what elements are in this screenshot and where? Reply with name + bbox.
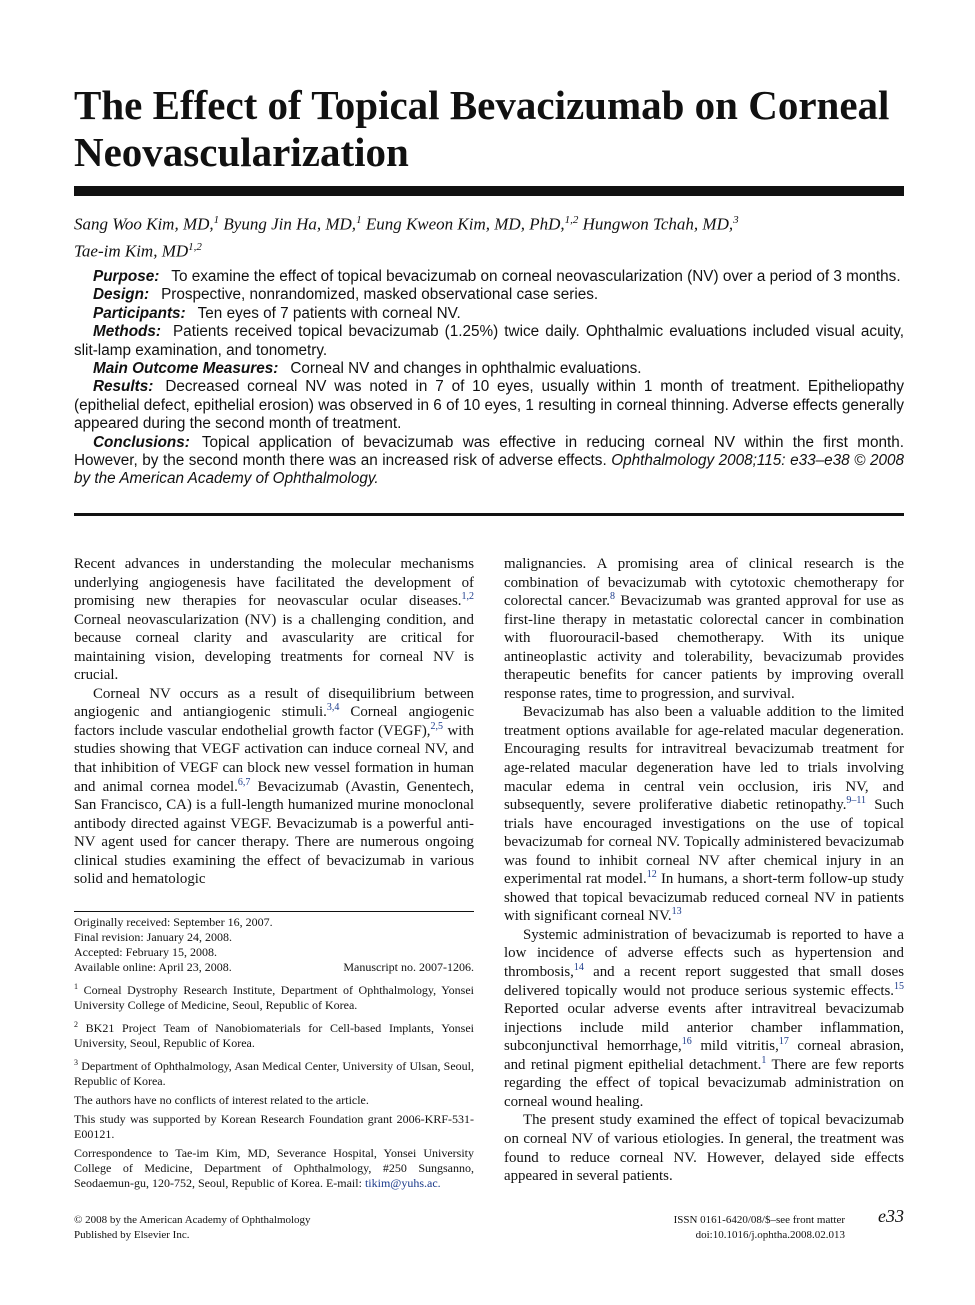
reference-link[interactable]: 9–11 <box>846 795 867 807</box>
funding-statement: This study was supported by Korean Research Foundation grant 2006-KRF-531-E00121. <box>74 1112 474 1141</box>
copyright: © 2008 by the American Academy of Ophthalmology <box>74 1214 311 1226</box>
affiliation-marker: 1 <box>356 214 362 226</box>
author-name: Eung Kweon Kim, MD, PhD, <box>365 214 565 234</box>
abstract-label: Results: <box>93 378 154 396</box>
author-name: Byung Jin Ha, MD, <box>223 214 357 234</box>
page-number: e33 <box>878 1206 904 1226</box>
author-name: Sang Woo Kim, MD, <box>74 214 214 234</box>
accepted-date: Accepted: February 15, 2008. <box>74 945 217 959</box>
reference-link[interactable]: 17 <box>778 1036 789 1048</box>
abstract-outcome <box>74 360 904 378</box>
abstract-text: Prospective, nonrandomized, masked observational case series. <box>161 286 599 304</box>
abstract-design <box>74 286 904 304</box>
revision-date: Final revision: January 24, 2008. <box>74 930 232 944</box>
reference-link[interactable]: 12 <box>646 869 657 881</box>
body-paragraph: Bevacizumab has also been a valuable addition to the limited treatment options available for age-related macular degeneration. Encouraging results for intravitreal bevacizumab treatment for age-related macular degeneration have led to trials involving macular edema in central vein occlusion, iris NV, and subsequently, severe proliferative diabetic retinopathy.$^{9-11}$ Such trials have encouraged investigations on the use of topical bevacizumab for corneal NV. Topically administered bevacizumab was found to inhibit corneal NV after chemical injury in an experimental rat model.$^{12}$ In humans, a short-term follow-up study showed that topical bevacizumab reduced corneal NV in patients with significant corneal NV.$^{13}$ <box>504 704 904 925</box>
body-paragraph: Systemic administration of bevacizumab is reported to have a low incidence of adverse effects such as hypertension and thrombosis,$^{14}$ and a recent report suggested that small doses delivered topically would not produce serious systemic effects.$^{15}$ Reported ocular adverse events after intravitreal bevacizumab injections include mild anterior chamber inflammation, subconjunctival hemorrhage,$^{16}$ mild vitritis,$^{17}$ corneal abrasion, and retinal pigment epithelial detachment.$^1$ There are few reports regarding the effect of topical bevacizumab administration on corneal wound healing. <box>504 926 905 1110</box>
affiliation-marker: 1 <box>213 214 220 226</box>
abstract-results <box>74 378 904 433</box>
abstract-label: Main Outcome Measures: <box>93 360 279 378</box>
reference-link[interactable]: 8 <box>609 591 615 603</box>
author-list <box>74 209 904 262</box>
conflict-statement: The authors have no conflicts of interest related to the article. <box>74 1093 369 1107</box>
abstract-label: Design: <box>93 286 150 304</box>
abstract-text: Patients received topical bevacizumab (1.25%) twice daily. Ophthalmic evaluations included visual acuity, slit-lamp examination, and tonometry. <box>74 323 904 359</box>
body-paragraph: Recent advances in understanding the molecular mechanisms underlying angiogenesis have facilitated the development of promising new therapies for neovascular ocular diseases.$^{1,2}$ Corneal neovascularization (NV) is a challenging condition, and because corneal clarity and avascularity are critical for maintaining vision, developing treatments for corneal NV is crucial. <box>74 556 474 684</box>
abstract-text: To examine the effect of topical bevacizumab on corneal neovascularization (NV) over a period of 3 months. <box>171 268 901 285</box>
abstract-participants <box>74 305 904 323</box>
body-paragraph: malignancies. A promising area of clinical research is the combination of bevacizumab with cytotoxic chemotherapy for colorectal cancer.$^8$ Bevacizumab was granted approval for use as first-line therapy in metastatic colorectal cancer in combination with fluorouracil-based chemotherapy. With its unique antineoplastic activity and tolerability, bevacizumab provides therapeutic benefits for cancer patients by improving overall response rates, time to progression, and survival. <box>504 556 904 702</box>
reference-link[interactable]: 15 <box>894 980 904 992</box>
abstract-text: Corneal NV and changes in ophthalmic evaluations. <box>290 360 642 378</box>
abstract-label: Conclusions: <box>93 433 190 451</box>
article-title: The Effect of Topical Bevacizumab on Corneal Neovascularization <box>74 82 890 175</box>
reference-link[interactable]: 16 <box>681 1036 692 1048</box>
affiliation-marker: 3 <box>733 214 739 226</box>
title-rule <box>74 186 904 196</box>
body-paragraph: The present study examined the effect of topical bevacizumab on corneal NV of various etiologies. In general, the treatment was found to reduce corneal NV. However, delayed side effects appeared in several patients. <box>504 1112 904 1185</box>
doi-link[interactable]: doi:10.1016/j.ophtha.2008.02.013 <box>695 1229 845 1241</box>
affiliation-marker: 1,2 <box>564 214 579 226</box>
correspondence: Correspondence to Tae-im Kim, MD, Severance Hospital, Yonsei University College of Medicine, Department of Ophthalmology, #250 Sungsanno, Seodaemun-gu, 120-752, Seoul, Republic of Korea. E-mail: tikim@yuhs.ac. <box>74 1146 474 1190</box>
author-name: Tae-im Kim, MD <box>74 241 189 261</box>
reference-link[interactable]: 1 <box>761 1054 767 1066</box>
body-paragraph: Corneal NV occurs as a result of disequilibrium between angiogenic and antiangiogenic stimuli.$^{3,4}$ Corneal angiogenic factors include vascular endothelial growth factor (VEGF),$^{2,5}$ with studies showing that VEGF activation can induce corneal NV, and that inhibition of VEGF can block new vessel formation in human and animal cornea model.$^{6,7}$ Bevacizumab (Avastin, Genentech, San Francisco, CA) is a full-length humanized murine monoclonal antibody directed against VEGF. Bevacizumab is a powerful anti-NV agent used for cancer therapy. There are numerous ongoing clinical studies examining the effect of bevacizumab in various solid and hematologic <box>74 685 475 888</box>
publisher: Published by Elsevier Inc. <box>74 1229 190 1241</box>
email-link[interactable]: tikim@yuhs.ac. <box>364 1176 441 1190</box>
affiliation: $^1$ Corneal Dystrophy Research Institute, Department of Ophthalmology, Yonsei University College of Medicine, Seoul, Republic of Korea. <box>74 982 474 1012</box>
affiliation-marker: 1,2 <box>188 240 202 253</box>
affiliation: $^3$ Department of Ophthalmology, Asan Medical Center, University of Ulsan, Seoul, Republic of Korea. <box>74 1058 474 1088</box>
reference-link[interactable]: 1,2 <box>461 591 474 603</box>
abstract-methods <box>74 323 904 360</box>
manuscript-number: Manuscript no. 2007-1206. <box>343 960 474 974</box>
footer-publisher <box>74 1213 311 1243</box>
reference-link[interactable]: 13 <box>671 906 682 918</box>
abstract-purpose <box>74 268 904 286</box>
body-column-left <box>74 555 474 889</box>
abstract-label: Methods: <box>93 323 161 341</box>
author-name: Hungwon Tchah, MD, <box>582 214 734 234</box>
abstract-conclusions <box>74 434 904 489</box>
online-date: Available online: April 23, 2008. <box>74 960 232 974</box>
footnote-rule <box>74 911 474 912</box>
affiliation: $^2$ BK21 Project Team of Nanobiomaterials for Cell-based Implants, Yonsei University, Seoul, Republic of Korea. <box>74 1020 474 1050</box>
abstract-label: Purpose: <box>93 268 160 285</box>
reference-link[interactable]: 3,4 <box>326 702 340 714</box>
reference-link[interactable]: 2,5 <box>430 720 444 732</box>
abstract <box>74 268 904 489</box>
footer-identifiers <box>620 1213 845 1243</box>
abstract-text: Topical application of bevacizumab was effective in reducing corneal NV within the first month. However, by the second month there was an increased risk of adverse effects. <box>74 433 904 470</box>
abstract-rule <box>74 513 904 516</box>
abstract-text: Ten eyes of 7 patients with corneal NV. <box>197 304 461 322</box>
issn: ISSN 0161-6420/08/$–see front matter <box>673 1214 845 1226</box>
journal-citation: Ophthalmology 2008;115: e33–e38 © 2008 by the American Academy of Ophthalmology. <box>74 452 904 488</box>
reference-link[interactable]: 14 <box>573 962 584 974</box>
abstract-text: Decreased corneal NV was noted in 7 of 10 eyes, usually within 1 month of treatment. Epitheliopathy (epithelial defect, epithelial erosion) was observed in 6 of 10 eyes, 1 resulting in corneal thinning. Adverse effects generally appeared during the second month of treatment. <box>74 378 904 433</box>
reference-link[interactable]: 6,7 <box>237 776 251 788</box>
footnotes <box>74 915 474 1195</box>
body-column-right <box>504 555 904 1186</box>
received-date: Originally received: September 16, 2007. <box>74 915 273 929</box>
abstract-label: Participants: <box>93 304 186 322</box>
